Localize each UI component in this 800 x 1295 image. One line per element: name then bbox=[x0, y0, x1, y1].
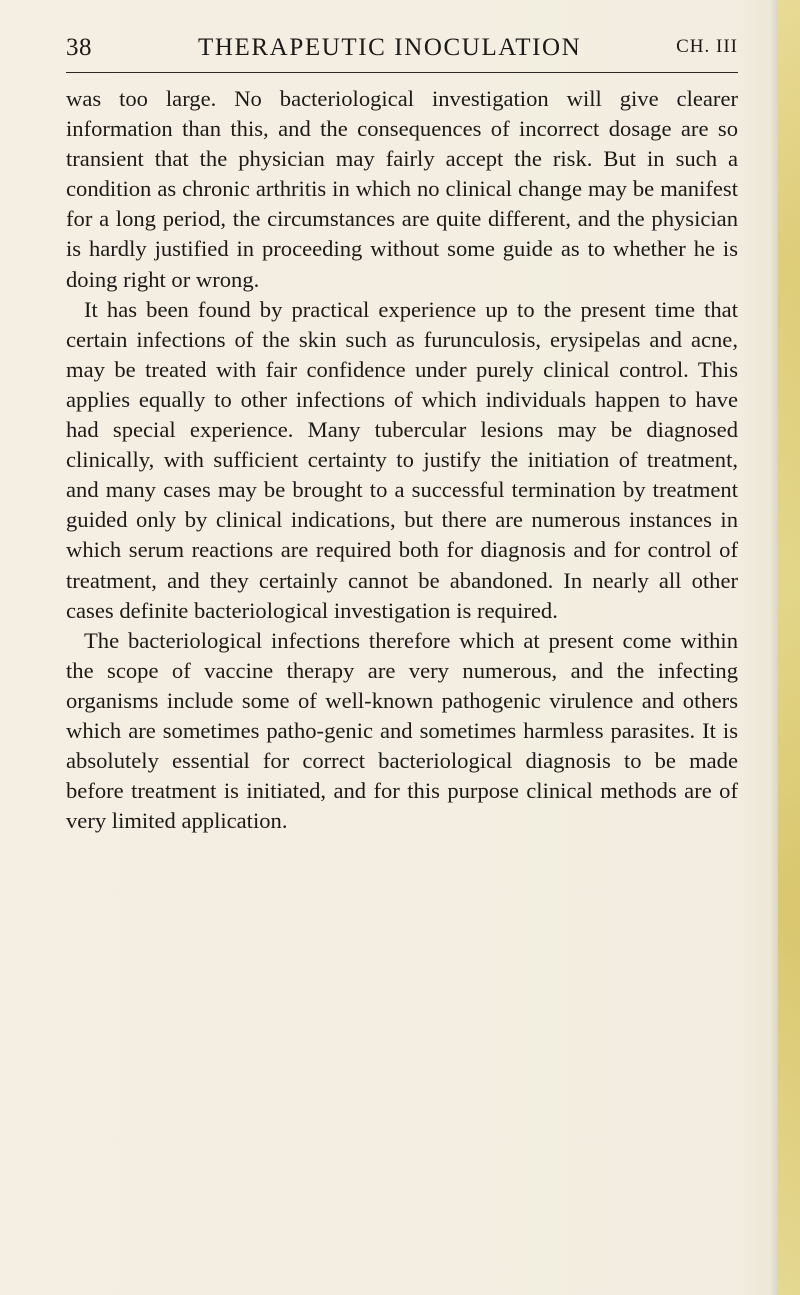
paragraph: It has been found by practical experience up to the present time that certain infections of the skin such as furunculosis, erysipelas and acne, may be treated with fair confidence under purely clinical control. This applies equally to other infections of which individuals happen to have had special experience. Many tubercular lesions may be diagnosed clinically, with sufficient certainty to justify the initiation of treatment, and many cases may be brought to a successful termination by treatment guided only by clinical indications, but there are numerous instances in which serum reactions are required both for diagnosis and for control of treatment, and they certainly cannot be abandoned. In nearly all other cases definite bacteriological investigation is required. bbox=[66, 296, 738, 623]
page-edge-shadow bbox=[770, 0, 778, 1295]
header-rule bbox=[66, 72, 738, 73]
chapter-reference: CH. III bbox=[676, 36, 738, 57]
running-header bbox=[66, 34, 738, 64]
body-text bbox=[66, 84, 738, 836]
paragraph: The bacteriological infections therefore which at present come within the scope of vaccine therapy are very numerous, and the infecting organisms include some of well-known pathogenic virulence and others which are sometimes patho-genic and sometimes harmless parasites. It is absolutely essential for correct bacteriological diagnosis to be made before treatment is initiated, and for this purpose clinical methods are of very limited application. bbox=[66, 627, 738, 834]
running-title: THERAPEUTIC INOCULATION bbox=[198, 34, 582, 61]
page-number: 38 bbox=[66, 34, 92, 61]
paragraph-continued: was too large. No bacteriological investigation will give clearer information than this, and the consequences of incorrect dosage are so transient that the physician may fairly accept the risk. But in such a condition as chronic arthritis in which no clinical change may be manifest for a long period, the circumstances are quite different, and the physician is hardly justified in proceeding without some guide as to whether he is doing right or wrong. bbox=[66, 86, 738, 292]
page-edge-strip bbox=[778, 0, 800, 1295]
